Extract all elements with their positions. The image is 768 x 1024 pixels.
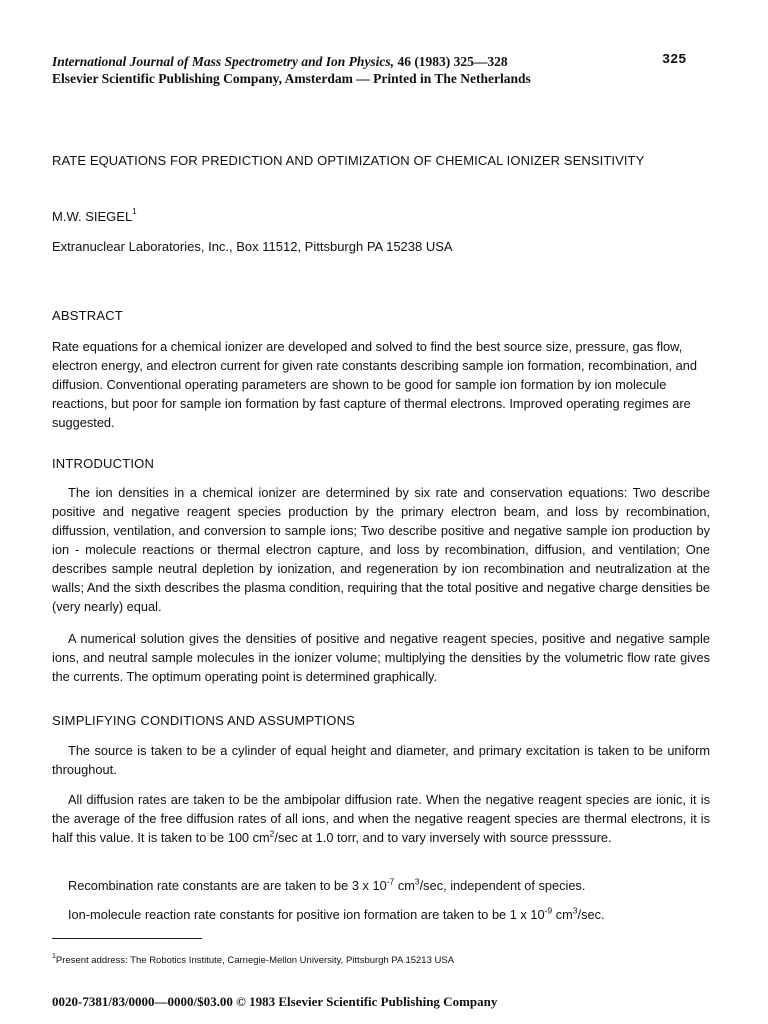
author-affiliation: Extranuclear Laboratories, Inc., Box 11512, Pittsburgh PA 15238 USA bbox=[52, 239, 453, 254]
exponent: 3 bbox=[572, 905, 578, 916]
footnote-divider bbox=[52, 938, 202, 939]
paragraph-text: cm bbox=[394, 878, 415, 893]
author-footnote-mark: 1 bbox=[132, 207, 137, 216]
exponent: 3 bbox=[414, 876, 420, 887]
simplifying-heading: SIMPLIFYING CONDITIONS AND ASSUMPTIONS bbox=[52, 713, 356, 728]
page-number: 325 bbox=[662, 53, 687, 68]
introduction-heading: INTRODUCTION bbox=[52, 456, 155, 471]
journal-volume-pages: 46 (1983) 325—328 bbox=[394, 54, 508, 69]
footnote bbox=[52, 955, 454, 966]
paragraph-text: Recombination rate constants are are taken to be 3 x 10 bbox=[68, 878, 387, 893]
simplifying-paragraph bbox=[52, 905, 710, 924]
publisher-line: Elsevier Scientific Publishing Company, Amsterdam — Printed in The Netherlands bbox=[52, 71, 531, 86]
paragraph-text: All diffusion rates are taken to be the ambipolar diffusion rate. When the negative reagent species are ionic, it is the average of the free diffusion rates of all ions, and when the negative reagent species are thermal electrons, it is half this value. It is taken to be 100 cm bbox=[52, 792, 710, 845]
paragraph-text: /sec. bbox=[577, 907, 605, 922]
paragraph-text: /sec at 1.0 torr, and to vary inversely with source presssure. bbox=[274, 830, 612, 845]
copyright-line: 0020-7381/83/0000—0000/$03.00 © 1983 Elsevier Scientific Publishing Company bbox=[52, 994, 498, 1009]
introduction-paragraph: A numerical solution gives the densities of positive and negative reagent species, positive and negative sample ions, and neutral sample molecules in the ionizer volume; multiplying the densities by the volumetric flow rate gives the currents. The optimum operating point is determined graphically. bbox=[52, 631, 710, 684]
simplifying-paragraph: The source is taken to be a cylinder of equal height and diameter, and primary excitation is taken to be uniform throughout. bbox=[52, 743, 710, 777]
exponent: 2 bbox=[269, 828, 275, 839]
journal-title: International Journal of Mass Spectrometry and Ion Physics, bbox=[52, 54, 395, 69]
exponent: -7 bbox=[386, 876, 395, 887]
introduction-paragraph: The ion densities in a chemical ionizer are determined by six rate and conservation equations: Two describe positive and negative reagent species production by the primary electron beam, and loss by recombination, diffussion, ventilation, and conversion to sample ions; Two describe positive and negative sample ion production by ion - molecule reactions or thermal electron capture, and loss by recombination, diffusion, and ventilation; One describes sample neutral depletion by ionization, and regeneration by ion recombination and neutralization at the walls; And the sixth describes the plasma condition, requiring that the total positive and negative charge densities be (very nearly) equal. bbox=[52, 485, 710, 614]
article-title: RATE EQUATIONS FOR PREDICTION AND OPTIMIZATION OF CHEMICAL IONIZER SENSITIVITY bbox=[52, 153, 645, 168]
footnote-text: Present address: The Robotics Institute, Carnegie-Mellon University, Pittsburgh PA 15213 USA bbox=[55, 955, 455, 966]
simplifying-paragraph bbox=[52, 876, 710, 895]
abstract-text: Rate equations for a chemical ionizer are developed and solved to find the best source size, pressure, gas flow, electron energy, and electron current for given rate constants describing sample ion formation, recombination, and diffusion. Conventional operating parameters are shown to be good for sample ion formation by ion molecule reactions, but poor for sample ion formation by fast capture of thermal electrons. Improved operating regimes are suggested. bbox=[52, 339, 697, 430]
footnote-mark: 1 bbox=[52, 953, 56, 960]
paragraph-text: cm bbox=[552, 907, 573, 922]
author-name: M.W. SIEGEL bbox=[52, 209, 133, 224]
author-line bbox=[52, 209, 137, 224]
paragraph-text: Ion-molecule reaction rate constants for positive ion formation are taken to be 1 x 10 bbox=[68, 907, 545, 922]
journal-citation-line bbox=[52, 54, 508, 70]
exponent: -9 bbox=[544, 905, 553, 916]
abstract-heading: ABSTRACT bbox=[52, 308, 123, 323]
simplifying-paragraph bbox=[52, 790, 710, 847]
paragraph-text: /sec, independent of species. bbox=[419, 878, 586, 893]
